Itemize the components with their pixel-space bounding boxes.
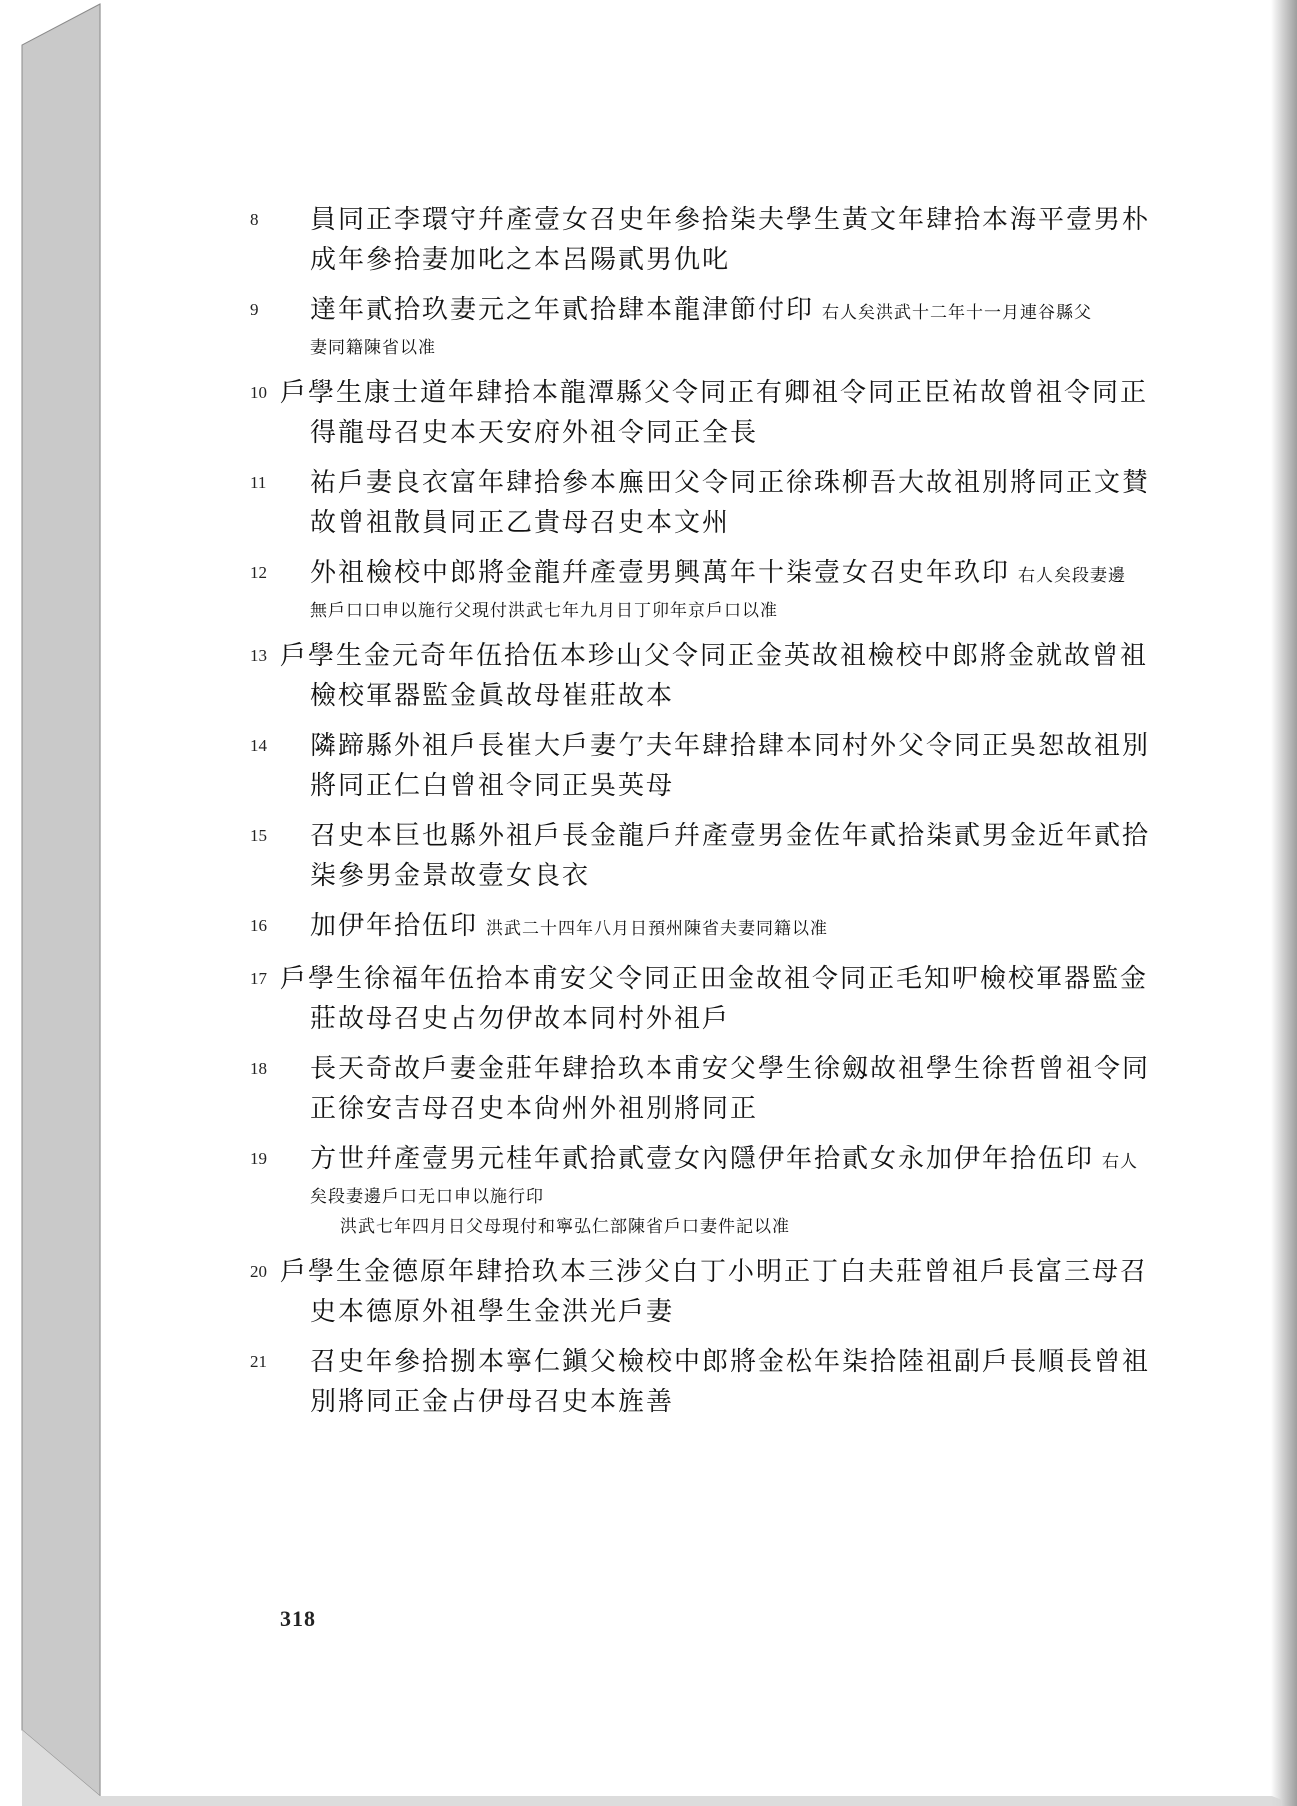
main-text: 成年參拾妻加叱之本呂陽貳男仇叱 <box>310 245 731 275</box>
text-line <box>310 906 1180 949</box>
entry-19 <box>250 1139 1180 1242</box>
main-text: 故曾祖散員同正乙貴母召史本文州 <box>310 508 731 538</box>
annotation-note: 右人 <box>1102 1152 1139 1172</box>
main-text: 正徐安吉母召史本尙州外祖別將同正 <box>310 1094 759 1124</box>
entry-text <box>310 726 1180 806</box>
line-number: 17 <box>250 969 267 988</box>
main-text: 史本德原外祖學生金洪光戶妻 <box>310 1297 675 1327</box>
main-text: 戶學生康士道年肆拾本龍潭縣父令同正有卿祖令同正臣祐故曾祖令同正 <box>280 378 1149 408</box>
main-text: 召史本巨也縣外祖戶長金龍戶幷產壹男金佐年貳拾柒貳男金近年貳拾 <box>310 821 1151 851</box>
entry-8 <box>250 200 1180 280</box>
entry-10 <box>250 373 1180 453</box>
text-line <box>310 1089 1180 1129</box>
line-number: 9 <box>250 300 259 319</box>
entry-text <box>280 1252 1180 1332</box>
annotation-note: 右人矣洪武十二年十一月連谷縣父 <box>822 303 1093 323</box>
text-line <box>310 240 1180 280</box>
entry-13 <box>250 636 1180 716</box>
entry-text <box>310 1342 1180 1422</box>
entry-14 <box>250 726 1180 806</box>
line-number: 8 <box>250 210 259 229</box>
page-number: 318 <box>280 1606 316 1631</box>
annotation-note-line: 無戶口口申以施行父現付洪武七年九月日丁卯年京戶口以准 <box>310 601 778 621</box>
entry-20 <box>250 1252 1180 1332</box>
text-line <box>310 856 1180 896</box>
text-line <box>310 1049 1180 1089</box>
text-line <box>280 959 1180 999</box>
main-text: 隣蹄縣外祖戶長崔大戶妻亇夫年肆拾肆本同村外父令同正吳恕故祖別 <box>310 731 1151 761</box>
main-text: 柒參男金景故壹女良衣 <box>310 861 591 891</box>
text-line <box>310 1292 1180 1332</box>
text-line <box>310 1342 1180 1382</box>
line-number: 16 <box>250 916 267 935</box>
entry-15 <box>250 816 1180 896</box>
main-text: 檢校軍器監金眞故母崔莊故本 <box>310 681 675 711</box>
main-text: 外祖檢校中郎將金龍幷產壹男興萬年十柒壹女召史年玖印 <box>310 558 1011 588</box>
text-line <box>310 726 1180 766</box>
entry-12 <box>250 553 1180 626</box>
entry-text <box>310 553 1180 626</box>
entry-text <box>310 816 1180 896</box>
line-number: 14 <box>250 736 267 755</box>
annotation-note: 右人矣段妻邊 <box>1018 566 1127 586</box>
entry-text <box>310 1049 1180 1129</box>
entry-text <box>280 373 1180 453</box>
entry-21 <box>250 1342 1180 1422</box>
entry-11 <box>250 463 1180 543</box>
line-number: 19 <box>250 1149 267 1168</box>
line-number: 12 <box>250 563 267 582</box>
text-line <box>310 200 1180 240</box>
text-line <box>310 503 1180 543</box>
entry-16 <box>250 906 1180 949</box>
line-number: 10 <box>250 383 267 402</box>
entry-text <box>310 906 1180 949</box>
line-number: 18 <box>250 1059 267 1078</box>
book-left-edge <box>22 4 100 1796</box>
line-number: 13 <box>250 646 267 665</box>
entry-9 <box>250 290 1180 363</box>
text-line <box>310 816 1180 856</box>
entry-text <box>310 200 1180 280</box>
entry-text <box>310 1139 1180 1242</box>
text-line <box>310 413 1180 453</box>
text-line <box>310 999 1180 1039</box>
line-number: 11 <box>250 473 267 492</box>
text-line <box>310 766 1180 806</box>
annotation-note-line: 矣段妻邊戶口无口申以施行印 <box>310 1187 544 1207</box>
line-number: 15 <box>250 826 267 845</box>
line-number: 21 <box>250 1352 267 1371</box>
entry-text <box>310 463 1180 543</box>
main-text: 將同正仁白曾祖令同正吳英母 <box>310 771 675 801</box>
annotation-note-line: 妻同籍陳省以准 <box>310 338 436 358</box>
text-line <box>310 676 1180 716</box>
entry-text <box>280 959 1180 1039</box>
main-text: 方世幷產壹男元桂年貳拾貳壹女內隱伊年拾貳女永加伊年拾伍印 <box>310 1144 1095 1174</box>
main-text: 戶學生金德原年肆拾玖本三涉父白丁小明正丁白夫莊曾祖戶長富三母召 <box>280 1257 1149 1287</box>
text-line <box>310 553 1180 596</box>
main-text: 長天奇故戶妻金莊年肆拾玖本甫安父學生徐劔故祖學生徐哲曾祖令同 <box>310 1054 1151 1084</box>
annotation-note-line: 洪武七年四月日父母現付和寧弘仁部陳省戶口妻件記以准 <box>340 1217 790 1237</box>
entry-18 <box>250 1049 1180 1129</box>
main-text: 戶學生徐福年伍拾本甫安父令同正田金故祖令同正毛知㕧檢校軍器監金 <box>280 964 1149 994</box>
text-line <box>310 290 1180 333</box>
text-line <box>310 1382 1180 1422</box>
entry-17 <box>250 959 1180 1039</box>
text-line <box>310 1139 1180 1182</box>
main-text: 得龍母召史本天安府外祖令同正全長 <box>310 418 759 448</box>
text-line <box>280 636 1180 676</box>
line-number: 20 <box>250 1262 267 1281</box>
main-text: 別將同正金占伊母召史本旌善 <box>310 1387 675 1417</box>
text-line <box>280 373 1180 413</box>
text-line <box>310 463 1180 503</box>
entry-text <box>310 290 1180 363</box>
main-text: 祐戶妻良衣富年肆拾參本廡田父令同正徐珠柳吾大故祖別將同正文賛 <box>310 468 1151 498</box>
main-text: 員同正李環守幷產壹女召史年參拾柒夫學生黃文年肆拾本海平壹男朴 <box>310 205 1151 235</box>
main-text: 戶學生金元奇年伍拾伍本珍山父令同正金英故祖檢校中郎將金就故曾祖 <box>280 641 1149 671</box>
page-edge-shadow <box>1271 0 1297 1806</box>
entry-text <box>280 636 1180 716</box>
main-text: 達年貳拾玖妻元之年貳拾肆本龍津節付印 <box>310 295 815 325</box>
document-body <box>250 200 1180 1432</box>
annotation-note: 洪武二十四年八月日預州陳省夫妻同籍以准 <box>486 919 829 939</box>
main-text: 加伊年拾伍印 <box>310 911 479 941</box>
main-text: 召史年參拾捌本寧仁鎭父檢校中郎將金松年柒拾陸祖副戶長順長曾祖 <box>310 1347 1151 1377</box>
main-text: 莊故母召史占勿伊故本同村外祖戶 <box>310 1004 731 1034</box>
text-line <box>280 1252 1180 1292</box>
